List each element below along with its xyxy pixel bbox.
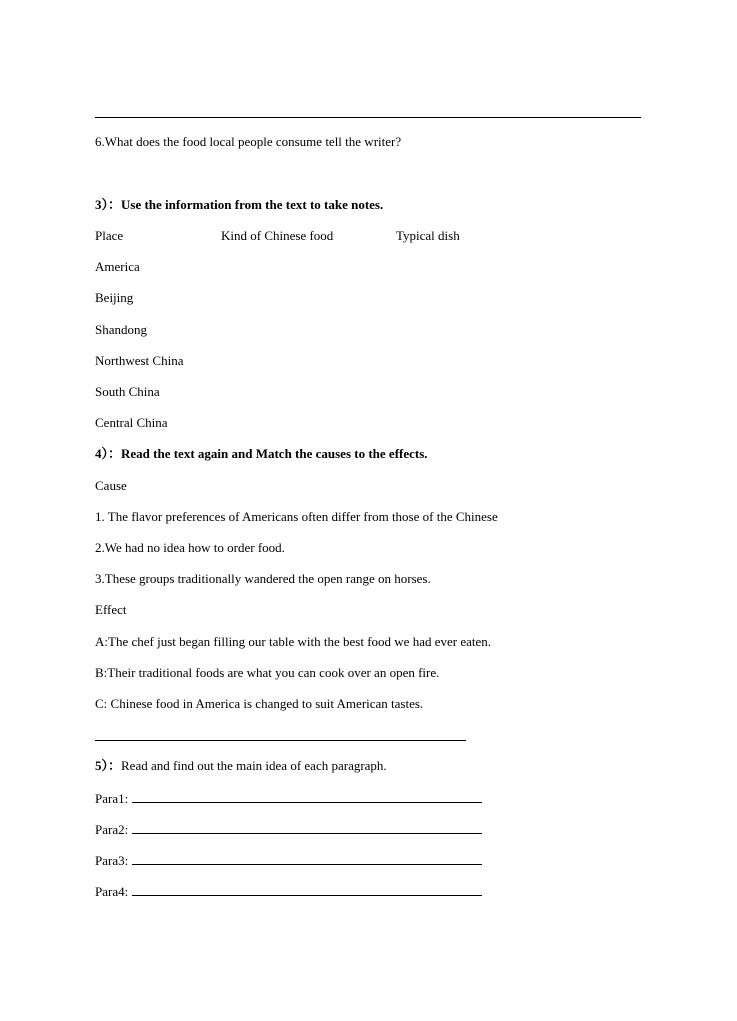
cause-item: 3.These groups traditionally wandered the open range on horses. (95, 571, 431, 586)
para-answer-blank[interactable] (132, 790, 482, 803)
para-label: Para1: (95, 791, 129, 806)
place-row: South China (95, 384, 160, 399)
cause-item: 1. The flavor preferences of Americans often differ from those of the Chinese (95, 509, 498, 524)
para-answer-row (95, 821, 482, 838)
effect-label: Effect (95, 602, 127, 617)
effect-item: C: Chinese food in America is changed to suit American tastes. (95, 696, 424, 711)
place-row: Northwest China (95, 353, 184, 368)
effect-item: B:Their traditional foods are what you can cook over an open fire. (95, 665, 440, 680)
question-6: 6.What does the food local people consume tell the writer? (95, 134, 402, 149)
answer-line-top (95, 117, 641, 118)
para-answer-blank[interactable] (132, 821, 482, 834)
para-answer-blank[interactable] (132, 883, 482, 896)
column-kind-of-food: Kind of Chinese food (221, 228, 334, 243)
place-row: Shandong (95, 322, 147, 337)
section-5-number: 5）： (95, 758, 122, 773)
para-answer-row (95, 852, 482, 869)
answer-line-matching (95, 740, 466, 741)
cause-item: 2.We had no idea how to order food. (95, 540, 285, 555)
column-place: Place (95, 228, 124, 243)
para-label: Para4: (95, 884, 129, 899)
place-row: America (95, 259, 140, 274)
section-3-heading: 3）：Use the information from the text to take notes. (95, 197, 384, 212)
para-answer-blank[interactable] (132, 852, 482, 865)
place-row: Central China (95, 415, 168, 430)
notes-table-header (95, 228, 595, 244)
section-5-heading (95, 758, 387, 774)
place-row: Beijing (95, 290, 134, 305)
cause-label: Cause (95, 478, 127, 493)
para-answer-row (95, 790, 482, 807)
para-answer-row (95, 883, 482, 900)
column-typical-dish: Typical dish (396, 228, 460, 243)
para-label: Para2: (95, 822, 129, 837)
para-label: Para3: (95, 853, 129, 868)
effect-item: A:The chef just began filling our table with the best food we had ever eaten. (95, 634, 492, 649)
section-5-instruction: Read and find out the main idea of each paragraph. (121, 758, 387, 773)
section-4-heading: 4）：Read the text again and Match the causes to the effects. (95, 446, 428, 461)
